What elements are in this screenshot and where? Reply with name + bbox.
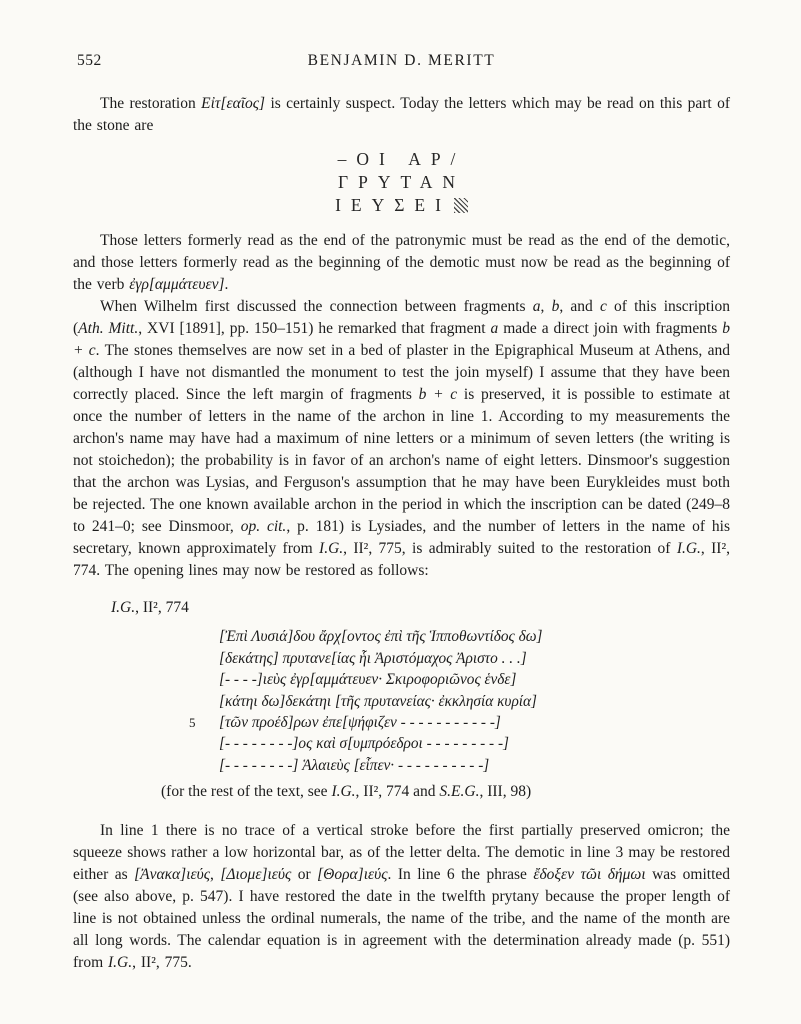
reading-paragraph: Those letters formerly read as the end of the patronymic must be read as the end of the demotic, and those letters formerly read as the beginning of the demotic must now be read as the beginning of the verb ἐγρ[αμμάτευεν]. xyxy=(73,232,730,294)
restoration-text: [τῶν προέδ]ρων ἐπε[ψήφιζεν - - - - - - - - - - -] xyxy=(219,713,501,731)
restoration-line xyxy=(219,691,730,712)
restoration-text: [- - - - - - - -]ος καὶ σ[υμπρόεδροι - - - - - - - - -] xyxy=(219,735,509,753)
intro-paragraph: The restoration Εἰτ[εαῖος] is certainly suspect. Today the letters which may be read on this part of the stone are xyxy=(73,95,730,134)
restoration-text: [δεκάτης] πρυτανε[ίας ἧι Ἀριστόμαχος Ἀριστο . . .] xyxy=(219,649,527,667)
stone-letters-text: ΓΡΥΤΑΝ xyxy=(337,172,466,193)
stone-letters-block xyxy=(73,148,730,217)
restoration-line xyxy=(219,669,730,690)
restoration-text: [- - - -]ιεὺς ἐγρ[αμμάτευεν· Σκιροφοριῶνος ἑνδε] xyxy=(219,671,517,689)
line-number: 5 xyxy=(189,714,196,730)
citation-heading: I.G., II², 774 xyxy=(111,599,189,617)
stone-letters-text: ΙΕΥΣΕΙ xyxy=(335,195,451,216)
restoration-line xyxy=(219,648,730,669)
restoration-text: [- - - - - - - -] Ἁλαιεὺς [εἶπεν· - - - - - - - - - -] xyxy=(219,756,490,774)
stone-line-1 xyxy=(73,148,730,171)
stone-line-3 xyxy=(73,194,730,217)
stone-line-2 xyxy=(73,171,730,194)
restoration-text: [Ἐπὶ Λυσιά]δου ἄρχ[οντος ἐπὶ τῆς Ἱπποθωντίδος δω] xyxy=(219,628,543,646)
discussion-paragraph: When Wilhelm first discussed the connection between fragments a, b, and c of this inscription (Ath. Mitt., XVI [1891], pp. 150–151) he remarked that fragment a made a direct join with fragments b + c. The stones themselves are now set in a bed of plaster in the Epigraphical Museum at Athens, and (although I have not dismantled the monument to test the join myself) I assume that they have been correctly placed. Since the left margin of fragments b + c is preserved, it is possible to estimate at once the number of letters in the name of the archon in line 1. According to my measurements the archon's name may have had a maximum of nine letters or a minimum of seven letters (the writing is not stoichedon); the probability is in favor of an archon's name of eight letters. Dinsmoor's suggestion that the archon was Lysias, and Ferguson's assumption that he may have been Eurykleides must both be rejected. The one known available archon in the period in which the inscription can be dated (249–8 to 241–0; see Dinsmoor, op. cit., p. 181) is Lysiades, and the number of letters in the name of his secretary, known approximately from I.G., II², 775, is admirably suited to the restoration of I.G., II², 774. The opening lines may now be restored as follows: xyxy=(73,298,731,580)
page-number: 552 xyxy=(77,52,102,69)
restored-text-block xyxy=(189,626,730,776)
restoration-text: [κάτηι δω]δεκάτηι [τῆς πρυτανείας· ἐκκλησία κυρία] xyxy=(219,692,538,710)
restoration-line xyxy=(189,712,730,733)
restoration-line xyxy=(219,755,730,776)
stone-letters-text: –ΟΙ ΑΡ/ xyxy=(337,149,466,169)
damage-hatch-mark xyxy=(454,198,468,213)
page-header xyxy=(73,50,730,72)
running-head: BENJAMIN D. MERITT xyxy=(307,52,496,69)
closing-note: (for the rest of the text, see I.G., II², 774 and S.E.G., III, 98) xyxy=(161,783,532,801)
analysis-paragraph: In line 1 there is no trace of a vertical stroke before the first partially preserved omicron; the squeeze shows rather a low horizontal bar, as of the letter delta. The demotic in line 3 may be restored either as [Ἀνακα]ιεύς, [Διομε]ιεύς or [Θορα]ιεύς. In line 6 the phrase ἔδοξεν τῶι δήμωι was omitted (see also above, p. 547). I have restored the date in the twelfth prytany because the proper length of line is not obtained unless the ordinal numerals, the name of the tribe, and the name of the month are all long words. The calendar equation is in agreement with the determination already made (p. 551) from I.G., II², 775. xyxy=(73,822,731,972)
restoration-line xyxy=(219,626,730,647)
restoration-line xyxy=(219,733,730,754)
